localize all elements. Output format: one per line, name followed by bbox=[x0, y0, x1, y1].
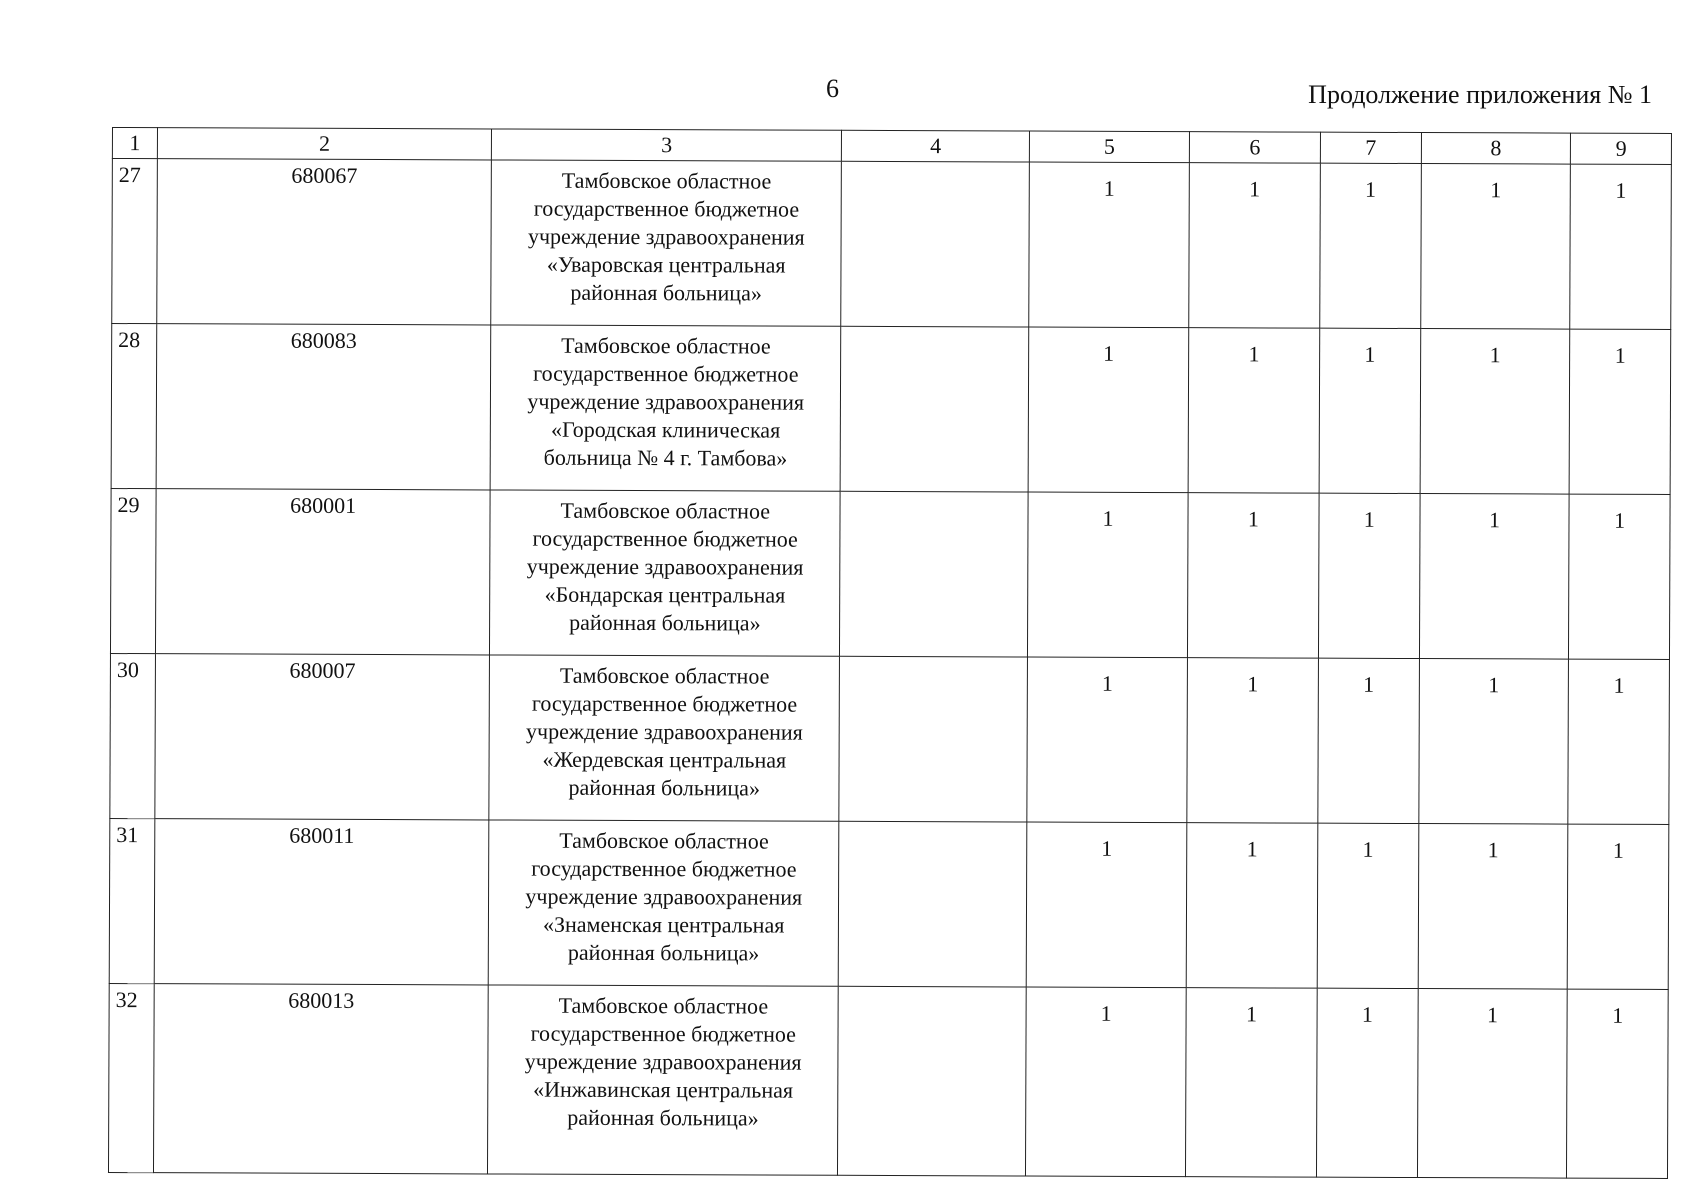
row-col4 bbox=[841, 161, 1030, 327]
row-flag: 1 bbox=[1026, 822, 1186, 988]
row-flag: 1 bbox=[1027, 657, 1187, 823]
name-line: учреждение здравоохранения bbox=[526, 553, 804, 580]
row-flag: 1 bbox=[1189, 163, 1321, 329]
row-flag: 1 bbox=[1316, 988, 1417, 1177]
name-line: учреждение здравоохранения bbox=[525, 883, 803, 910]
row-flag: 1 bbox=[1418, 824, 1568, 990]
row-col4 bbox=[840, 326, 1029, 492]
row-number: 29 bbox=[110, 488, 155, 653]
row-flag: 1 bbox=[1188, 328, 1320, 494]
table-row bbox=[109, 818, 1669, 989]
table-row bbox=[112, 159, 1672, 330]
row-flag: 1 bbox=[1569, 329, 1670, 494]
table-row bbox=[108, 983, 1668, 1178]
name-line: учреждение здравоохранения bbox=[524, 1048, 802, 1075]
row-flag: 1 bbox=[1420, 329, 1570, 495]
name-line: учреждение здравоохранения bbox=[527, 388, 805, 415]
row-flag: 1 bbox=[1185, 988, 1317, 1178]
row-organization-name bbox=[489, 655, 839, 821]
row-flag: 1 bbox=[1186, 823, 1318, 989]
row-organization-name bbox=[490, 490, 840, 656]
column-header: 4 bbox=[842, 130, 1030, 162]
row-flag: 1 bbox=[1319, 328, 1420, 493]
table-row bbox=[110, 653, 1670, 824]
row-number: 28 bbox=[111, 324, 156, 489]
row-col4 bbox=[838, 821, 1027, 987]
row-col4 bbox=[840, 491, 1029, 657]
row-flag: 1 bbox=[1026, 987, 1186, 1177]
name-line: учреждение здравоохранения bbox=[527, 223, 805, 250]
data-table bbox=[108, 127, 1672, 1179]
table-container bbox=[108, 127, 1672, 1179]
row-organization-name bbox=[491, 160, 841, 326]
row-code: 680001 bbox=[155, 489, 490, 655]
row-flag: 1 bbox=[1420, 164, 1570, 330]
column-header: 8 bbox=[1421, 133, 1571, 165]
name-line: Тамбовское областное bbox=[561, 332, 771, 359]
name-line: «Уваровская центральная bbox=[546, 251, 786, 278]
name-line: государственное бюджетное bbox=[530, 1020, 797, 1047]
name-line: районная больница» bbox=[568, 774, 761, 801]
name-line: районная больница» bbox=[567, 939, 760, 966]
row-col4 bbox=[838, 986, 1027, 1176]
column-header: 5 bbox=[1030, 131, 1190, 163]
name-line: государственное бюджетное bbox=[531, 690, 798, 717]
column-header: 9 bbox=[1571, 133, 1672, 164]
row-flag: 1 bbox=[1417, 989, 1567, 1179]
name-line: «Инжавинская центральная bbox=[533, 1076, 794, 1103]
name-line: государственное бюджетное bbox=[533, 195, 800, 222]
name-line: районная больница» bbox=[570, 279, 762, 306]
name-line: Тамбовское областное bbox=[561, 167, 772, 194]
row-col4 bbox=[839, 656, 1028, 822]
name-line: Тамбовское областное bbox=[559, 662, 770, 689]
table-row bbox=[111, 324, 1671, 495]
row-organization-name bbox=[489, 820, 839, 986]
row-number: 27 bbox=[112, 159, 157, 324]
row-flag: 1 bbox=[1569, 494, 1670, 659]
row-organization-name bbox=[488, 985, 839, 1175]
row-number: 32 bbox=[108, 983, 154, 1172]
column-header: 3 bbox=[492, 129, 842, 161]
row-flag: 1 bbox=[1318, 658, 1419, 823]
name-line: Тамбовское областное bbox=[560, 497, 771, 524]
row-code: 680083 bbox=[156, 324, 491, 490]
name-line: государственное бюджетное bbox=[533, 360, 799, 387]
continuation-title: Продолжение приложения № 1 bbox=[1308, 80, 1652, 109]
row-flag: 1 bbox=[1029, 162, 1189, 328]
row-flag: 1 bbox=[1318, 493, 1419, 658]
name-line: районная больница» bbox=[567, 1104, 759, 1131]
row-code: 680007 bbox=[155, 654, 490, 820]
table-row bbox=[110, 488, 1670, 659]
row-flag: 1 bbox=[1419, 494, 1569, 660]
row-organization-name bbox=[490, 325, 840, 491]
page-number: 6 bbox=[826, 74, 839, 103]
name-line: государственное бюджетное bbox=[531, 855, 797, 882]
name-line: «Бондарская центральная bbox=[544, 581, 786, 608]
row-flag: 1 bbox=[1570, 164, 1671, 329]
row-flag: 1 bbox=[1568, 824, 1669, 989]
row-number: 30 bbox=[110, 653, 155, 818]
row-flag: 1 bbox=[1320, 163, 1421, 328]
row-flag: 1 bbox=[1317, 823, 1418, 988]
column-header: 7 bbox=[1320, 132, 1421, 163]
row-flag: 1 bbox=[1187, 658, 1319, 824]
name-line: «Знаменская центральная bbox=[542, 911, 785, 938]
row-code: 680011 bbox=[154, 819, 489, 985]
name-line: «Жердевская центральная bbox=[542, 746, 787, 773]
row-code: 680067 bbox=[157, 159, 492, 325]
row-flag: 1 bbox=[1567, 989, 1668, 1178]
column-header: 2 bbox=[157, 128, 492, 160]
name-line: районная больница» bbox=[569, 609, 761, 636]
name-line: учреждение здравоохранения bbox=[526, 718, 803, 745]
row-flag: 1 bbox=[1028, 492, 1188, 658]
row-flag: 1 bbox=[1187, 493, 1319, 659]
name-line: Тамбовское областное bbox=[559, 827, 769, 854]
row-number: 31 bbox=[109, 818, 154, 983]
row-code: 680013 bbox=[153, 984, 488, 1174]
name-line: государственное бюджетное bbox=[532, 525, 798, 552]
column-header: 1 bbox=[112, 128, 157, 159]
name-line: больница № 4 г. Тамбова» bbox=[543, 444, 788, 471]
column-header: 6 bbox=[1189, 132, 1320, 164]
name-line: «Городская клиническая bbox=[550, 416, 781, 443]
name-line: Тамбовское областное bbox=[558, 992, 769, 1019]
row-flag: 1 bbox=[1418, 659, 1568, 825]
row-flag: 1 bbox=[1028, 327, 1188, 493]
row-flag: 1 bbox=[1568, 659, 1669, 824]
